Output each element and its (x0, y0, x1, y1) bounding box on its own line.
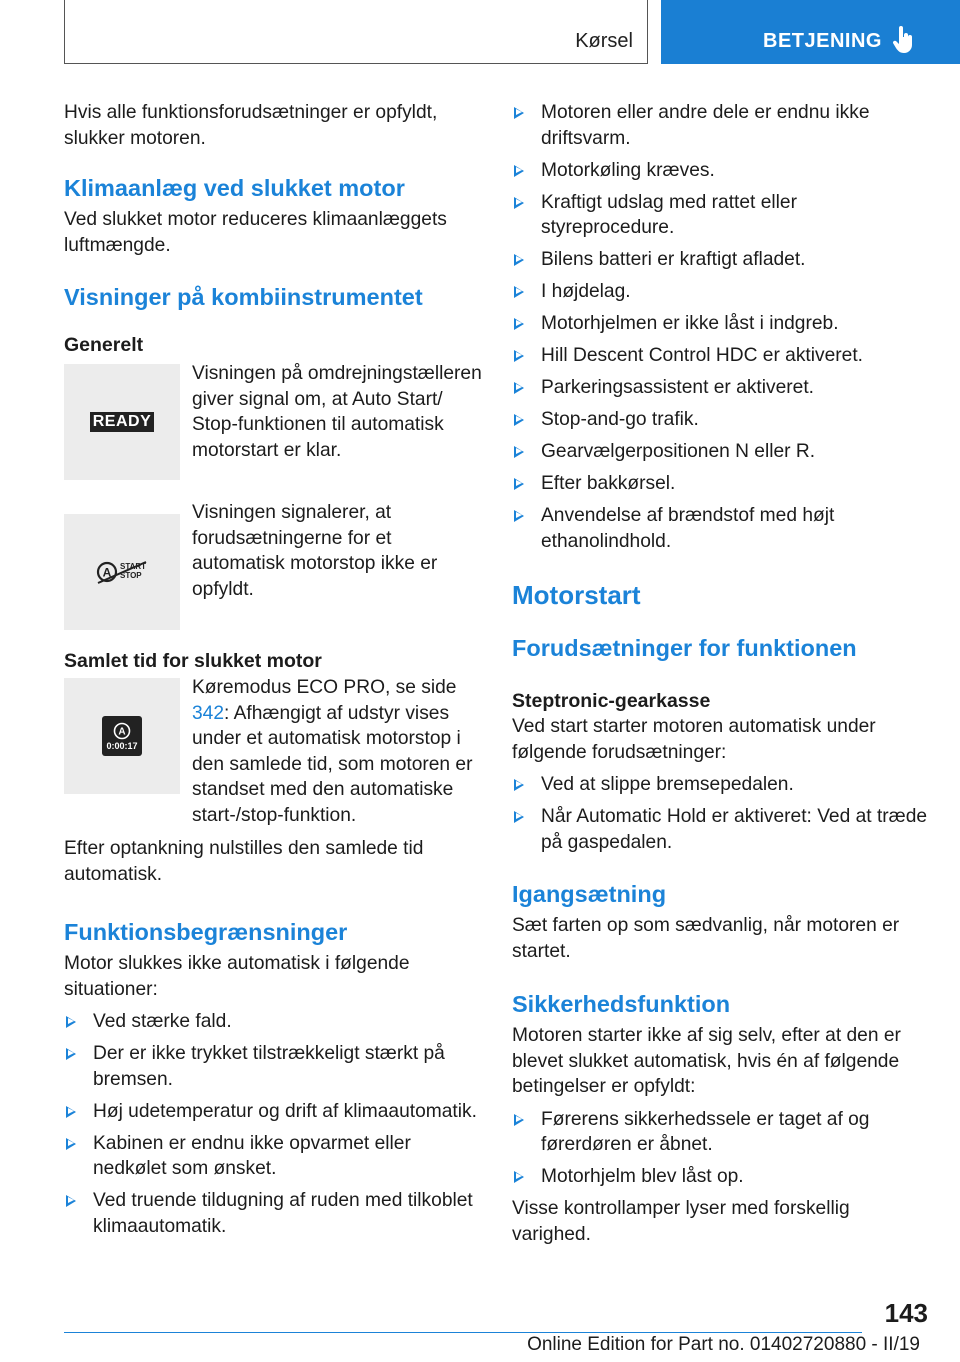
triangle-bullet-icon (514, 350, 524, 362)
list-item: Ved at slippe bremsepedalen. (512, 772, 932, 798)
paragraph-klimaanlaeg: Ved slukket motor reduceres klimaanlæggets luftmængde. (64, 209, 447, 256)
page-footer (0, 1296, 960, 1362)
triangle-bullet-icon (514, 446, 524, 458)
heading-motorstart: Motorstart (512, 580, 641, 610)
triangle-bullet-icon (66, 1195, 76, 1207)
triangle-bullet-icon (514, 382, 524, 394)
ready-label: READY (92, 413, 152, 430)
triangle-bullet-icon (514, 510, 524, 522)
footer-divider (64, 1332, 862, 1333)
intro-paragraph: Hvis alle funktionsforudsætninger er opfyldt, slukker motoren. (64, 102, 438, 149)
heading-funktionsbegraensninger: Funktionsbegrænsninger (64, 919, 348, 945)
list-item: Ved stærke fald. (64, 1009, 482, 1035)
list-item: Anvendelse af brændstof med højt ethanolindhold. (512, 503, 932, 554)
timer-display (102, 716, 142, 756)
samlet-text-post: : Afhængigt af udstyr vises under et automatisk motorstop i den samlede tid, som motoren er standset med den automatiske start-/stop-funktion. (192, 702, 473, 826)
triangle-bullet-icon (514, 1114, 524, 1126)
list-item: Gearvælgerpositionen N eller R. (512, 439, 932, 465)
triangle-bullet-icon (514, 286, 524, 298)
heading-generelt: Generelt (64, 334, 144, 356)
auto-start-stop-off-figure (64, 514, 180, 630)
edition-text: Online Edition for Part no. 01402720880 - II/19 (527, 1334, 920, 1355)
begraensninger-paragraph: Motor slukkes ikke automatisk i følgende situationer: (64, 953, 410, 1000)
list-item: Hill Descent Control HDC er aktiveret. (512, 343, 932, 369)
list-item: Når Automatic Hold er aktiveret: Ved at træde på gaspedalen. (512, 804, 932, 855)
figure-row-timer (64, 675, 482, 828)
svg-text:A: A (102, 565, 112, 580)
triangle-bullet-icon (514, 107, 524, 119)
eco-pro-timer-figure (64, 678, 180, 794)
ready-badge (90, 412, 155, 432)
list-item: Førerens sikkerhedssele er taget af og førerdøren er åbnet. (512, 1107, 932, 1158)
left-column (64, 100, 482, 1246)
samlet-text-pre: Køremodus ECO PRO, se side (192, 677, 457, 698)
sikkerhed-list (512, 1107, 932, 1190)
samlet-tid-description (192, 675, 482, 828)
triangle-bullet-icon (514, 478, 524, 490)
auto-start-stop-off-icon (96, 559, 148, 585)
ready-description: Visningen på omdrejningstælleren giver signal om, at Auto Start/ Stop-funktionen til automatisk motorstart er klar. (192, 363, 482, 461)
triangle-bullet-icon (514, 318, 524, 330)
auto-start-stop-icon (113, 722, 131, 740)
steptronic-paragraph: Ved start starter motoren automatisk under følgende forudsætninger: (512, 716, 876, 763)
list-item: I højdelag. (512, 279, 932, 305)
begraensninger-list (64, 1009, 482, 1239)
list-item: Bilens batteri er kraftigt afladet. (512, 247, 932, 273)
heading-igangsaetning: Igangsætning (512, 881, 667, 907)
triangle-bullet-icon (66, 1048, 76, 1060)
steptronic-list (512, 772, 932, 855)
hand-pointer-icon (893, 26, 915, 54)
page-number: 143 (884, 1298, 928, 1328)
svg-text:A: A (118, 726, 126, 738)
ready-indicator-figure (64, 364, 180, 480)
triangle-bullet-icon (514, 197, 524, 209)
list-item: Kabinen er endnu ikke opvarmet eller nedkølet som ønsket. (64, 1131, 482, 1182)
page-header (0, 0, 960, 66)
heading-samlet-tid: Samlet tid for slukket motor (64, 650, 322, 672)
right-column (512, 100, 932, 1247)
stop-label-stop: STOP (120, 571, 142, 580)
list-item: Parkeringsassistent er aktiveret. (512, 375, 932, 401)
list-item: Høj udetemperatur og drift af klimaautomatik. (64, 1099, 482, 1125)
list-item: Der er ikke trykket tilstrækkeligt stærkt på bremsen. (64, 1041, 482, 1092)
sikkerhed-paragraph: Motoren starter ikke af sig selv, efter at den er blevet slukket automatisk, hvis én af følgende betingelser er opfyldt: (512, 1025, 901, 1097)
igangsaetning-paragraph: Sæt farten op som sædvanlig, når motoren er startet. (512, 915, 900, 962)
kontrollamper-paragraph: Visse kontrollamper lyser med forskellig varighed. (512, 1198, 850, 1245)
list-item: Motoren eller andre dele er endnu ikke driftsvarm. (512, 100, 932, 151)
list-item: Efter bakkørsel. (512, 471, 932, 497)
triangle-bullet-icon (514, 254, 524, 266)
triangle-bullet-icon (514, 414, 524, 426)
page-ref-link[interactable]: 342 (192, 702, 225, 724)
list-item: Kraftigt udslag med rattet eller styreprocedure. (512, 190, 932, 241)
list-item: Motorhjelmen er ikke låst i indgreb. (512, 311, 932, 337)
heading-klimaanlaeg: Klimaanlæg ved slukket motor (64, 175, 405, 201)
heading-visninger: Visninger på kombiinstrumentet (64, 284, 423, 310)
heading-sikkerhedsfunktion: Sikkerhedsfunktion (512, 991, 731, 1017)
header-section-box (64, 0, 648, 64)
stop-label-start: START (120, 562, 147, 571)
list-item: Stop-and-go trafik. (512, 407, 932, 433)
header-chapter-title: BETJENING (763, 30, 882, 52)
triangle-bullet-icon (514, 811, 524, 823)
triangle-bullet-icon (514, 779, 524, 791)
list-item: Motorhjelm blev låst op. (512, 1164, 932, 1190)
optankning-paragraph: Efter optankning nulstilles den samlede tid automatisk. (64, 838, 424, 885)
triangle-bullet-icon (514, 1171, 524, 1183)
triangle-bullet-icon (66, 1016, 76, 1028)
heading-forudsaetninger: Forudsætninger for funktionen (512, 635, 857, 661)
header-chapter-tab (661, 0, 960, 64)
header-section-title: Kørsel (575, 30, 633, 52)
list-item: Ved truende tildugning af ruden med tilkoblet klimaautomatik. (64, 1188, 482, 1239)
triangle-bullet-icon (514, 165, 524, 177)
stop-description: Visningen signalerer, at forudsætningerne for et automatisk motorstop ikke er opfyldt. (192, 502, 438, 600)
triangle-bullet-icon (66, 1138, 76, 1150)
list-item: Motorkøling kræves. (512, 158, 932, 184)
timer-value: 0:00:17 (106, 740, 138, 751)
triangle-bullet-icon (66, 1106, 76, 1118)
figure-row-stop (64, 500, 482, 616)
figure-row-ready (64, 361, 482, 477)
heading-steptronic: Steptronic-gearkasse (512, 690, 711, 712)
begraensninger-list-continued (512, 100, 932, 554)
